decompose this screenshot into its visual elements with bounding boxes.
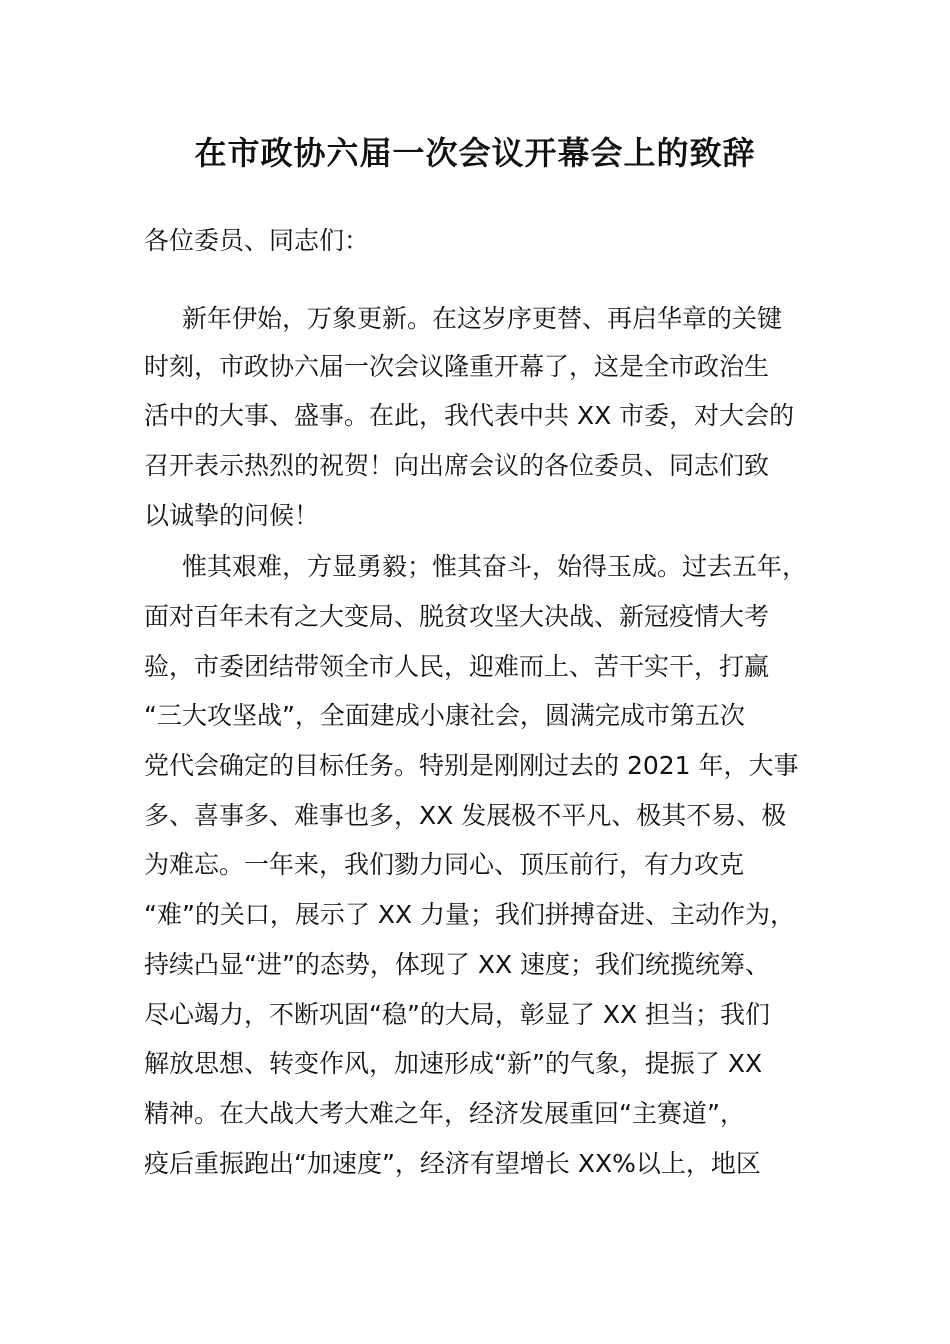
paragraph-line: 时刻，市政协六届一次会议隆重开幕了，这是全市政治生: [144, 352, 770, 381]
paragraph-line: 召开表示热烈的祝贺！向出席会议的各位委员、同志们致: [144, 451, 770, 480]
salutation: 各位委员、同志们：: [144, 226, 370, 255]
paragraph-line: 多、喜事多、难事也多，XX 发展极不平凡、极其不易、极: [144, 801, 787, 830]
paragraph-line: 以诚挚的问候！: [144, 501, 320, 530]
paragraph-line: “三大攻坚战”，全面建成小康社会，圆满完成市第五次: [144, 701, 745, 730]
paragraph-line: 验，市委团结带领全市人民，迎难而上、苦干实干，打赢: [144, 652, 770, 681]
paragraph-line: 解放思想、转变作风，加速形成“新”的气象，提振了 XX: [144, 1049, 763, 1078]
paragraph-line: 惟其艰难，方显勇毅；惟其奋斗，始得玉成。过去五年，: [182, 552, 808, 581]
paragraph-line: “难”的关口，展示了 XX 力量；我们拼搏奋进、主动作为，: [144, 900, 796, 929]
paragraph-line: 为难忘。一年来，我们勠力同心、顶压前行，有力攻克: [144, 850, 745, 879]
paragraph-line: 面对百年未有之大变局、脱贫攻坚大决战、新冠疫情大考: [144, 602, 770, 631]
document-title: 在市政协六届一次会议开幕会上的致辞: [194, 134, 756, 172]
paragraph-line: 精神。在大战大考大难之年，经济发展重回“主赛道”，: [144, 1099, 745, 1128]
paragraph-line: 持续凸显“进”的态势，体现了 XX 速度；我们统揽统筹、: [144, 950, 771, 979]
paragraph-line: 疫后重振跑出“加速度”，经济有望增长 XX%以上，地区: [144, 1149, 761, 1178]
paragraph-line: 新年伊始，万象更新。在这岁序更替、再启华章的关键: [182, 304, 783, 333]
paragraph-line: 活中的大事、盛事。在此，我代表中共 XX 市委，对大会的: [144, 401, 795, 430]
paragraph-line: 党代会确定的目标任务。特别是刚刚过去的 2021 年，大事: [144, 751, 799, 780]
paragraph-line: 尽心竭力，不断巩固“稳”的大局，彰显了 XX 担当；我们: [144, 1000, 771, 1029]
